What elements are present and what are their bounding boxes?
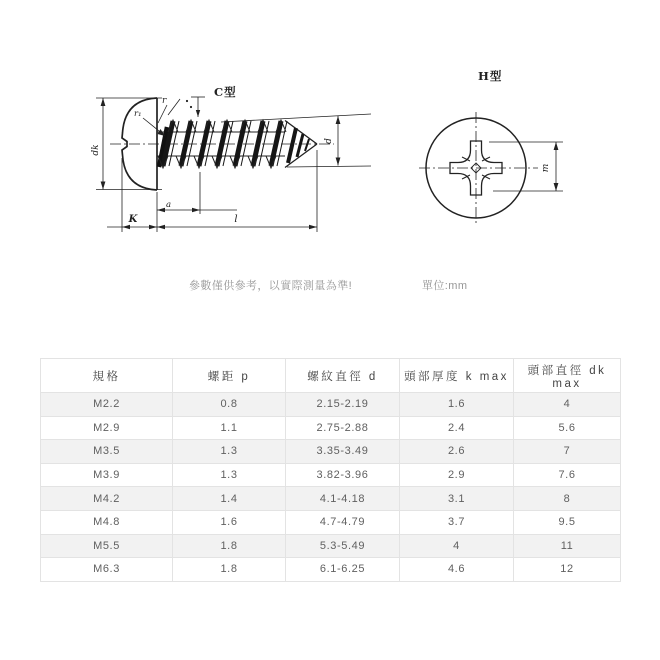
spec-table-row: [41, 416, 621, 440]
col-header-head-dia: 頭部直徑 dk max: [514, 359, 621, 393]
dim-k: [107, 225, 157, 229]
cell-head-dia: 5.6: [514, 416, 621, 440]
cell-head-height: 4.6: [400, 558, 514, 582]
cell-head-height: 2.4: [400, 416, 514, 440]
cell-pitch: 1.3: [173, 440, 286, 464]
cell-head-dia: 7.6: [514, 463, 621, 487]
cell-head-height: 4: [400, 534, 514, 558]
dim-label-m: m: [541, 163, 551, 173]
cell-thread-dia: 2.75-2.88: [286, 416, 400, 440]
cell-head-height: 2.9: [400, 463, 514, 487]
col-header-spec: 規格: [41, 359, 173, 393]
cell-head-height: 3.1: [400, 487, 514, 511]
cell-head-dia: 8: [514, 487, 621, 511]
cell-pitch: 1.8: [173, 534, 286, 558]
cell-head-height: 1.6: [400, 393, 514, 417]
spec-table-row: [41, 463, 621, 487]
col-header-pitch: 螺距 p: [173, 359, 286, 393]
cell-head-dia: 11: [514, 534, 621, 558]
cell-head-dia: 7: [514, 440, 621, 464]
spec-table-row: [41, 534, 621, 558]
cell-thread-dia: 5.3-5.49: [286, 534, 400, 558]
spec-table-row: [41, 487, 621, 511]
cell-spec: M3.9: [41, 463, 173, 487]
cell-head-dia: 12: [514, 558, 621, 582]
spec-table-container: [40, 358, 620, 582]
cell-pitch: 0.8: [173, 393, 286, 417]
cell-thread-dia: 4.1-4.18: [286, 487, 400, 511]
cell-thread-dia: 6.1-6.25: [286, 558, 400, 582]
cell-head-height: 3.7: [400, 510, 514, 534]
cell-spec: M6.3: [41, 558, 173, 582]
cell-head-dia: 4: [514, 393, 621, 417]
dim-label-d: d: [324, 138, 334, 144]
side-view-drawing: [91, 85, 371, 232]
cell-pitch: 1.1: [173, 416, 286, 440]
dim-label-l: l: [234, 214, 238, 225]
cell-spec: M2.9: [41, 416, 173, 440]
spec-table-row: [41, 440, 621, 464]
spec-header-row: [41, 359, 621, 393]
col-header-head-height: 頭部厚度 k max: [400, 359, 514, 393]
cell-pitch: 1.8: [173, 558, 286, 582]
cell-thread-dia: 2.15-2.19: [286, 393, 400, 417]
cell-thread-dia: 3.82-3.96: [286, 463, 400, 487]
cell-spec: M4.2: [41, 487, 173, 511]
dim-label-r1: r₁: [134, 109, 142, 119]
cell-head-height: 2.6: [400, 440, 514, 464]
spec-table-row: [41, 393, 621, 417]
dim-l: [157, 225, 317, 229]
cell-head-dia: 9.5: [514, 510, 621, 534]
cell-spec: M4.8: [41, 510, 173, 534]
cell-pitch: 1.4: [173, 487, 286, 511]
dim-label-r: r: [162, 96, 167, 106]
side-view-type-label: C型: [214, 85, 237, 99]
cell-thread-dia: 4.7-4.79: [286, 510, 400, 534]
spec-table-row: [41, 558, 621, 582]
dim-small-crest: [186, 97, 205, 117]
cell-spec: M3.5: [41, 440, 173, 464]
dim-label-k: K: [128, 214, 138, 225]
dim-label-a: a: [166, 200, 172, 210]
col-header-thread-dia: 螺紋直徑 d: [286, 359, 400, 393]
spec-table: [40, 358, 621, 582]
disclaimer-text: 參數僅供參考，以實際測量為準!: [189, 280, 353, 292]
cell-pitch: 1.6: [173, 510, 286, 534]
unit-label: 單位:mm: [422, 280, 468, 292]
top-view-drawing: [419, 69, 563, 226]
spec-table-row: [41, 510, 621, 534]
cell-pitch: 1.3: [173, 463, 286, 487]
cell-spec: M5.5: [41, 534, 173, 558]
dim-label-dk: dk: [91, 144, 101, 156]
thread-flanks: [163, 121, 287, 166]
top-view-type-label: H型: [478, 69, 503, 83]
cell-spec: M2.2: [41, 393, 173, 417]
cell-thread-dia: 3.35-3.49: [286, 440, 400, 464]
